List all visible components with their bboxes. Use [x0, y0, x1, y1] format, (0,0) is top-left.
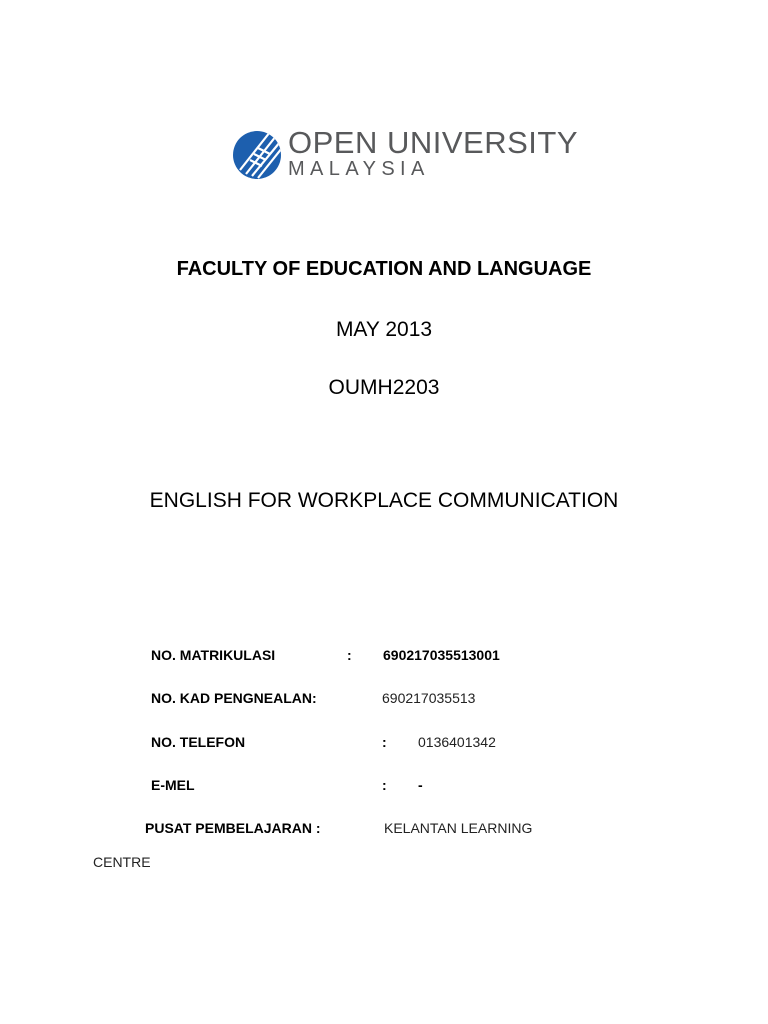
matric-colon: : [347, 647, 352, 663]
ic-label: NO. KAD PENGNEALAN: [151, 690, 317, 706]
centre-value: KELANTAN LEARNING [384, 820, 533, 836]
phone-value: 0136401342 [418, 734, 496, 750]
email-colon: : [382, 777, 387, 793]
centre-value-continued: CENTRE [93, 854, 151, 870]
centre-label: PUSAT PEMBELAJARAN : [145, 820, 321, 836]
phone-label: NO. TELEFON [151, 734, 246, 750]
course-name: ENGLISH FOR WORKPLACE COMMUNICATION [149, 489, 619, 512]
email-label: E-MEL [151, 777, 195, 793]
logo-text-line2: MALAYSIA [288, 158, 430, 180]
semester-text: MAY 2013 [335, 318, 433, 341]
faculty-heading: FACULTY OF EDUCATION AND LANGUAGE [176, 258, 592, 280]
oum-logo-icon [232, 130, 282, 180]
university-logo [232, 125, 578, 184]
matric-label: NO. MATRIKULASI [151, 647, 276, 663]
phone-colon: : [382, 734, 387, 750]
ic-value: 690217035513 [382, 690, 476, 706]
course-code: OUMH2203 [328, 376, 440, 399]
matric-value: 690217035513001 [383, 647, 500, 663]
logo-text-line1: OPEN UNIVERSITY [288, 125, 578, 160]
email-value: - [418, 777, 423, 793]
